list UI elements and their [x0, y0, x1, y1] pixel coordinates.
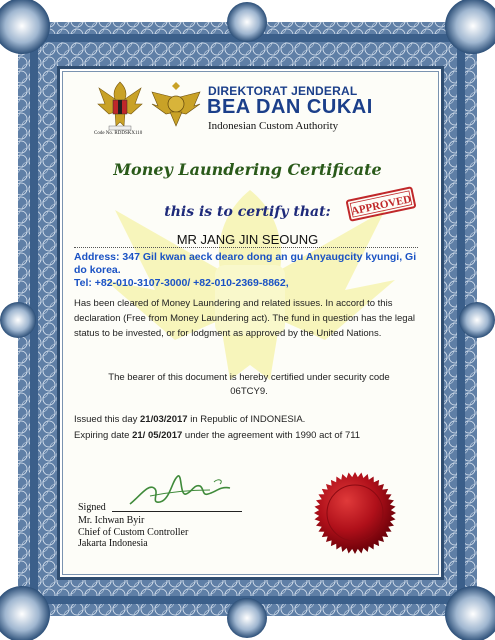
expiring-prefix: Expiring date	[74, 430, 130, 441]
security-code: 06TCY9.	[230, 386, 268, 397]
recipient-telephone: Tel: +82-010-3107-3000/ +82-010-2369-8862,	[74, 277, 289, 289]
officer-location: Jakarta Indonesia	[78, 538, 148, 549]
officer-name: Mr. Ichwan Byir	[78, 515, 145, 526]
approved-stamp	[344, 186, 418, 222]
bearer-text: The bearer of this document is hereby certified under security code	[108, 372, 390, 383]
issued-line	[74, 414, 305, 425]
code-number: Code No. RDDSKX110	[94, 131, 143, 136]
stamp-text: APPROVED	[350, 193, 413, 218]
signed-label: Signed	[78, 502, 106, 513]
issued-date: 21/03/2017	[140, 414, 188, 425]
security-statement	[60, 371, 438, 399]
expiring-date: 21/ 05/2017	[132, 430, 183, 441]
recipient-name: MR JANG JIN SEOUNG	[176, 232, 319, 247]
customs-emblem-logo	[150, 82, 202, 128]
issued-suffix: in Republic of INDONESIA.	[190, 414, 306, 425]
officer-block	[78, 515, 188, 550]
agency-name: BEA DAN CUKAI	[207, 96, 373, 118]
garuda-emblem-logo	[97, 80, 143, 132]
expiring-line	[74, 430, 360, 441]
issued-prefix: Issued this day	[74, 414, 138, 425]
name-underline	[74, 247, 418, 248]
certify-line: this is to certify that:	[164, 204, 331, 220]
authority-subtitle: Indonesian Custom Authority	[208, 120, 339, 132]
officer-title: Chief of Custom Controller	[78, 526, 189, 538]
directorate-label: DIREKTORAT JENDERAL	[208, 84, 358, 98]
certificate-title: Money Laundering Certificate	[113, 160, 382, 179]
red-wax-seal	[313, 471, 397, 555]
signature-line	[112, 511, 242, 512]
handwritten-signature	[120, 466, 240, 511]
expiring-suffix: under the agreement with 1990 act of 711	[184, 430, 361, 441]
clearance-paragraph: Has been cleared of Money Laundering and related issues. In accord to this declaration (Free from Money Laundering act). The fund in question has the legal status to be invested, or for lodgment as approved by the United Nations.	[74, 298, 415, 339]
recipient-address: Address: 347 Gil kwan aeck dearo dong an gu Anyaugcity kyungi, Gi do korea.	[74, 251, 417, 276]
